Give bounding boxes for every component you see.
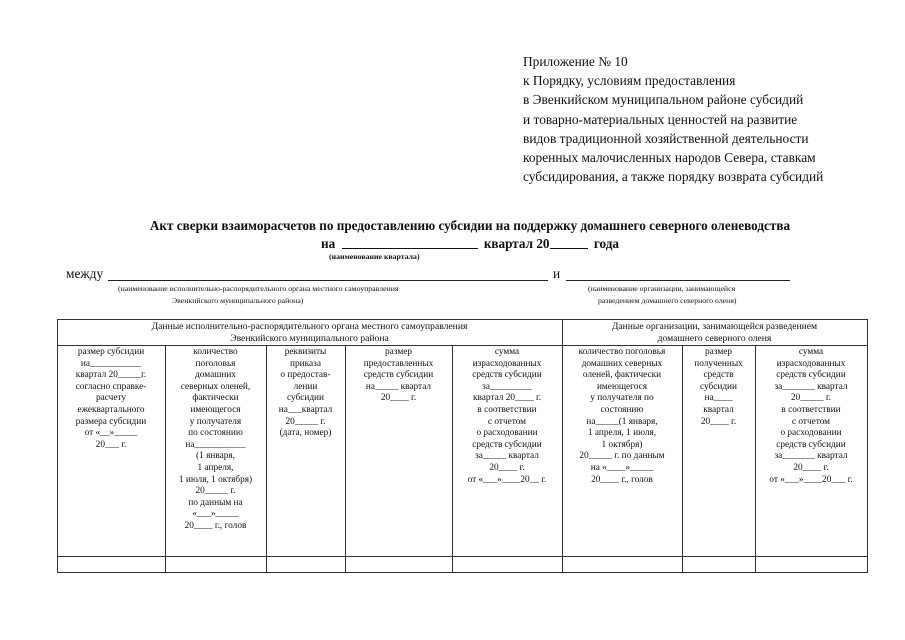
col-org-funds-spent: сумма израсходованных средств субсидии за_______ квартал 20_____ г. в соответствии с отчетом о расходовании средств субсидии за_______ квартал 20____ г. от «___»____20___ г.: [769, 347, 853, 485]
quarter-blank: [342, 236, 478, 249]
subtitle-suffix: года: [593, 236, 619, 251]
subtitle-prefix: на: [321, 236, 336, 251]
col-order-details: реквизиты приказа о предостав- лении субсидии на___квартал 20_____ г. (дата, номер): [278, 347, 333, 439]
appendix-line: Приложение № 10: [523, 54, 628, 69]
appendix-line: субсидирования, а также порядку возврата субсидий: [523, 169, 824, 185]
col-org-herd-count: количество поголовья домашних северных оленей, фактически имеющегося у получателя по состоянию на_____(1 января, 1 апреля, 1 июля, 1 октября) 20_____ г. по данным на «____»_____ 20____ г., голов: [578, 347, 666, 485]
appendix-line: и товарно-материальных ценностей на развитие: [523, 111, 798, 127]
appendix-block: [523, 52, 883, 186]
table-border-right: [867, 319, 868, 572]
between-label: между: [66, 266, 104, 281]
col-funds-provided: размер предоставленных средств субсидии на_____ квартал 20____ г.: [363, 347, 434, 404]
reconciliation-table: [57, 319, 868, 572]
subtitle-quarter-label: квартал 20: [483, 236, 550, 251]
table-border-bottom: [57, 572, 868, 573]
table-header-divider: [57, 345, 868, 346]
left-party-note: (наименование исполнительно-распорядительного органа местного самоуправления: [118, 284, 399, 293]
right-party-line: [566, 280, 790, 281]
document-subtitle: [30, 236, 905, 252]
left-party-line: [108, 280, 548, 281]
right-party-note: разведением домашнего северного оленя): [598, 296, 737, 305]
right-party-note: (наименование организации, занимающейся: [588, 284, 736, 293]
col-herd-count: количество поголовья домашних северных оленей, фактически имеющегося у получателя по состоянию на___________ (1 января, 1 апреля, 1 июля, 1 октября) 20_____ г. по данным на «___»_____ 20____ г., голов: [178, 347, 253, 531]
col-org-funds-received: размер полученных средств субсидии на____ квартал 20____ г.: [694, 347, 743, 427]
group-header-authority: Данные исполнительно-распорядительного органа местного самоуправления Эвенкийского муниципального района: [151, 321, 468, 344]
year-blank: [550, 236, 588, 249]
quarter-hint: (наименование квартала): [329, 252, 420, 261]
document-title: Акт сверки взаиморасчетов по предоставлению субсидии на поддержку домашнего северного оленеводства: [149, 218, 791, 233]
left-party-note: Эвенкийского муниципального района): [172, 296, 304, 305]
table-border-top: [57, 319, 868, 320]
group-header-organization: Данные организации, занимающейся разведением домашнего северного оленя: [611, 321, 818, 344]
appendix-line: к Порядку, условиям предоставления: [523, 73, 736, 89]
appendix-line: коренных малочисленных народов Севера, ставкам: [523, 150, 816, 166]
col-funds-spent: сумма израсходованных средств субсидии за_________ квартал 20____ г. в соответствии с отчетом о расходовании средств субсидии за_____ квартал 20____ г. от «___»____20__ г.: [467, 347, 547, 485]
appendix-line: в Эвенкийском муниципальном районе субсидий: [523, 92, 804, 108]
col-subsidy-amount: размер субсидии на___________ квартал 20_____г. согласно справке- расчету ежеквартального размера субсидии от «__»_____ 20___ г.: [75, 347, 147, 450]
and-label: и: [553, 266, 561, 281]
appendix-line: видов традиционной хозяйственной деятельности: [523, 130, 809, 146]
table-row-divider: [57, 556, 868, 557]
